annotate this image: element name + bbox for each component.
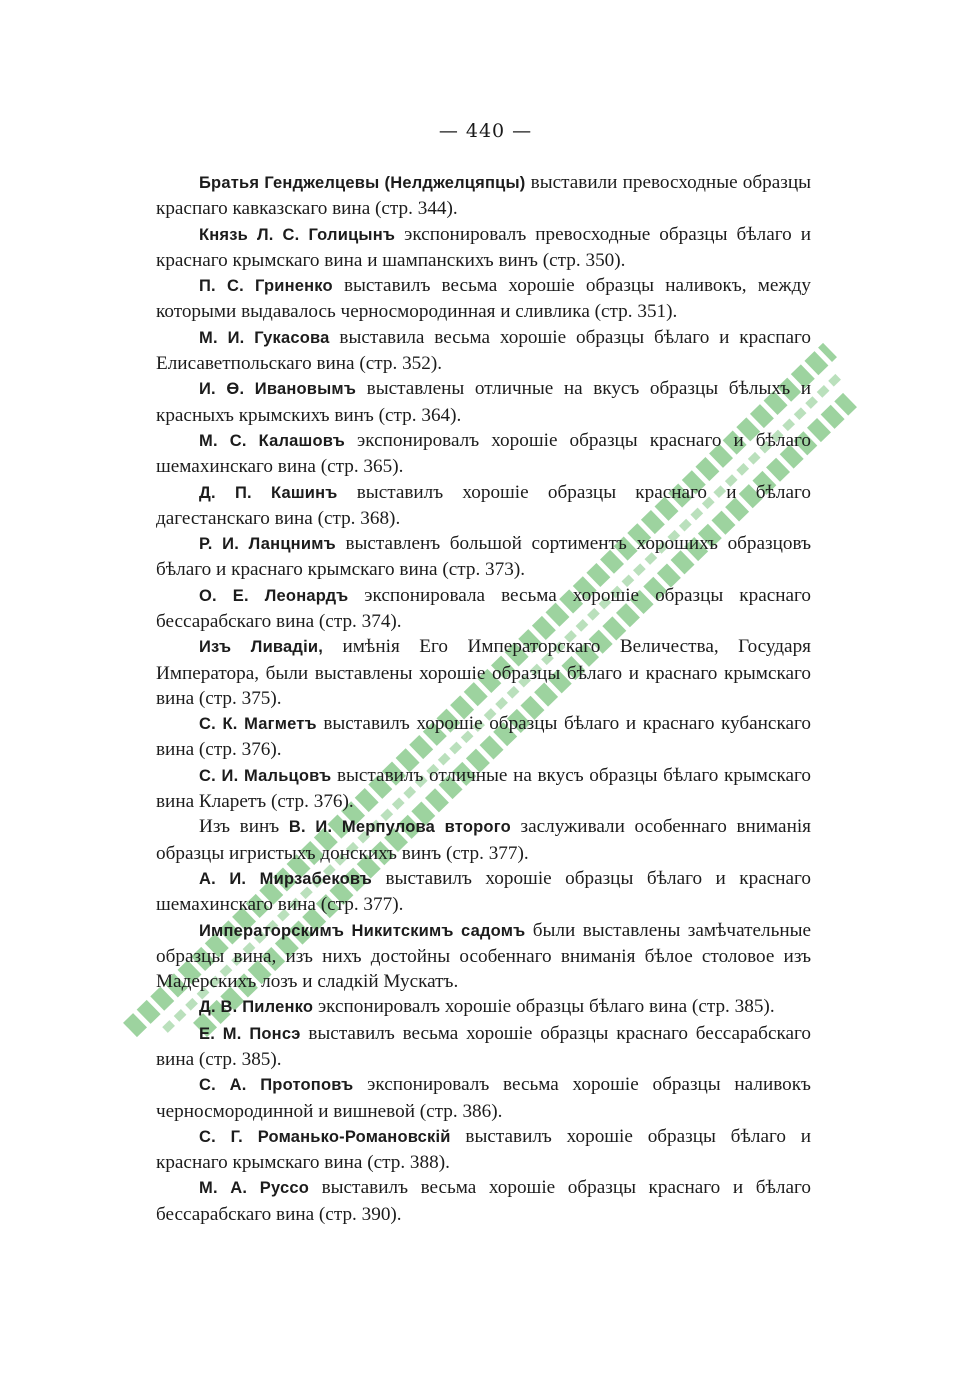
entry-text: экспонировала весьма хорошіе образцы краснаго бессарабскаго вина (стр. 374). — [156, 584, 811, 632]
entry-name: Изъ Ливадіи, — [199, 638, 323, 657]
entry — [156, 222, 811, 273]
entry — [156, 480, 811, 531]
entry-name: О. Е. Леонардъ — [199, 586, 349, 605]
entry-name: С. Г. Романько-Романовскій — [199, 1127, 451, 1146]
entry — [156, 273, 811, 324]
entry — [156, 763, 811, 814]
entry-text: выставилъ отличные на вкусъ образцы бѣлаго крымскаго вина Кларетъ (стр. 376). — [156, 764, 811, 812]
entry — [156, 1072, 811, 1123]
entry-name: С. К. Магметъ — [199, 715, 317, 734]
entry — [156, 634, 811, 711]
entry-name: Д. П. Кашинъ — [199, 483, 338, 502]
entry — [156, 1124, 811, 1175]
entry-name: Р. И. Ланцнимъ — [199, 535, 336, 554]
entry-text: экспонировалъ хорошіе образцы краснаго и бѣлаго шемахинскаго вина (стр. 365). — [156, 429, 812, 478]
entry — [156, 918, 811, 995]
entry-text: выставилъ хорошіе образцы краснаго и бѣлаго дагестанскаго вина (стр. 368). — [156, 481, 811, 529]
entry-name: Е. М. Понсэ — [199, 1024, 301, 1043]
entry-text: заслуживали особеннаго вниманія образцы игристыхъ донскихъ винъ (стр. 377). — [156, 816, 811, 864]
entry-text: выставленъ большой сортиментъ хорошихъ образцовъ бѣлаго и краснаго крымскаго вина (стр. 373). — [156, 533, 811, 581]
entry-text: выставилъ весьма хорошіе образцы наливокъ, между которыми выдавалось черносмородинная и сливлика (стр. 351). — [156, 275, 811, 323]
entry-text: выставилъ хорошіе образцы бѣлаго и краснаго крымскаго вина (стр. 388). — [156, 1125, 811, 1174]
entry-name: А. И. Мирзабековъ — [199, 869, 373, 888]
entry — [156, 531, 811, 582]
entry-text: выставила весьма хорошіе образцы бѣлаго и краспаго Елисаветпольскаго вина (стр. 352). — [156, 326, 811, 374]
entry — [156, 1021, 811, 1072]
entry-text: выставилъ весьма хорошіе образцы краснаго и бѣлаго бессарабскаго вина (стр. 390). — [156, 1177, 811, 1225]
entry — [156, 866, 811, 917]
entry — [156, 583, 811, 634]
page-number: — 440 — — [438, 120, 533, 142]
entry — [156, 711, 811, 762]
entry-name: В. И. Мерпулова второго — [288, 818, 511, 837]
entry-name: И. Ө. Ивановымъ — [199, 380, 357, 399]
entry-text: выставили превосходные образцы краспаго кавказскаго вина (стр. 344). — [156, 172, 811, 220]
entry-text: экспонировалъ хорошіе образцы бѣлаго вина (стр. 385). — [313, 996, 775, 1018]
entry-name: Братья Генджелцевы (Нелджелцяпцы) — [199, 174, 526, 192]
entry — [156, 814, 811, 865]
entry-prefix: Изъ винъ — [199, 816, 289, 838]
entry-name: Князь Л. С. Голицынъ — [199, 225, 396, 244]
entry-name: С. И. Мальцовъ — [199, 766, 332, 785]
entry — [156, 1175, 811, 1226]
entry — [156, 994, 811, 1020]
entry-text: выставилъ весьма хорошіе образцы краснаго бессарабскаго вина (стр. 385). — [156, 1022, 811, 1070]
entry — [156, 170, 811, 221]
entries-list — [156, 170, 811, 1227]
entry-text: экспонировалъ превосходные образцы бѣлаго и краснаго крымскаго вина и шампанскихъ винъ (стр. 350). — [156, 223, 811, 271]
entry-name: С. А. Протоповъ — [199, 1076, 354, 1095]
entry-name: М. А. Руссо — [199, 1179, 309, 1198]
entry-text: экспонировалъ весьма хорошіе образцы наливокъ черносмородинной и вишневой (стр. 386). — [156, 1074, 811, 1122]
entry-text: выставилъ хорошіе образцы бѣлаго и краснаго шемахинскаго вина (стр. 377). — [156, 867, 811, 916]
entry-name: П. С. Гриненко — [199, 277, 333, 296]
entry-name: М. С. Калашовъ — [199, 431, 345, 450]
entry-name: Д. В. Пиленко — [199, 998, 314, 1017]
entry-text: имѣнія Его Императорскаго Величества, Государя Императора, были выставлены хорошіе образцы бѣлаго и краснаго крымскаго вина (стр. 375). — [156, 636, 811, 709]
entry-text: были выставлены замѣчательные образцы вина, изъ нихъ достойны особеннаго вниманія бѣлое столовое изъ Мадерскихъ лозъ и сладкій Мускатъ. — [156, 919, 812, 992]
entry-text: выставлены отличные на вкусъ образцы бѣлыхъ и красныхъ крымскихъ винъ (стр. 364). — [156, 378, 811, 426]
entry — [156, 325, 811, 376]
entry-name: М. И. Гукасова — [199, 328, 330, 347]
entry — [156, 376, 811, 427]
entry — [156, 428, 811, 479]
entry-name: Императорскимъ Никитскимъ садомъ — [199, 921, 526, 940]
entry-text: выставилъ хорошіе образцы бѣлаго и краснаго кубанскаго вина (стр. 376). — [156, 713, 811, 761]
